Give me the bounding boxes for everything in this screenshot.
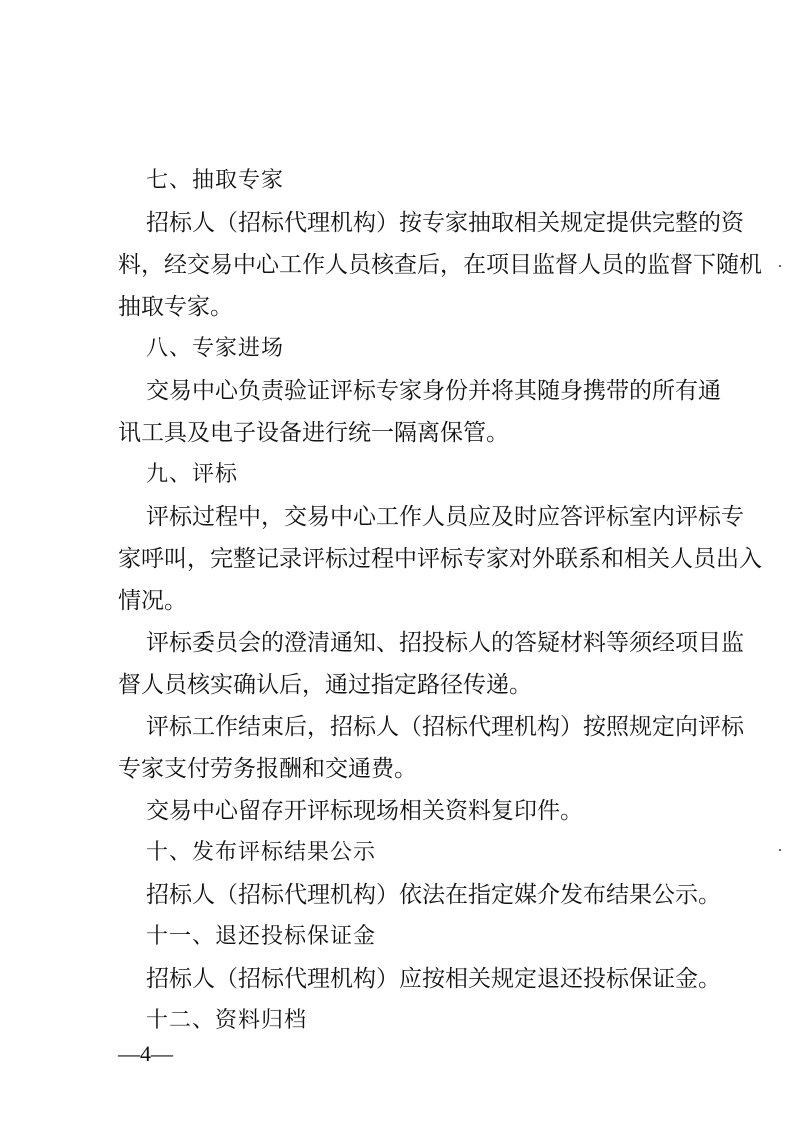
- page-number: —4—: [118, 1041, 173, 1066]
- section-heading-12: 十二、资料归档: [146, 1008, 308, 1033]
- section-heading-9: 九、评标: [146, 462, 239, 487]
- section-heading-10: 十、发布评标结果公示: [146, 840, 377, 865]
- section-heading-11: 十一、退还投标保证金: [146, 924, 377, 949]
- paragraph-line: 抽取专家。: [118, 294, 233, 320]
- scan-mark: [779, 265, 781, 267]
- paragraph-line: 料，经交易中心工作人员核查后，在项目监督人员的监督下随机: [118, 252, 762, 278]
- section-heading-8: 八、专家进场: [146, 336, 285, 361]
- paragraph-line: 情况。: [118, 588, 187, 614]
- paragraph-line: 评标过程中，交易中心工作人员应及时应答评标室内评标专: [146, 504, 744, 530]
- paragraph-line: 讯工具及电子设备进行统一隔离保管。: [118, 420, 509, 446]
- paragraph-line: 评标委员会的澄清通知、招投标人的答疑材料等须经项目监: [146, 630, 744, 656]
- paragraph-line: 专家支付劳务报酬和交通费。: [118, 756, 417, 782]
- paragraph-line: 交易中心负责验证评标专家身份并将其随身携带的所有通: [146, 378, 721, 404]
- paragraph-line: 招标人（招标代理机构）应按相关规定退还投标保证金。: [146, 966, 721, 992]
- paragraph-line: 家呼叫，完整记录评标过程中评标专家对外联系和相关人员出入: [118, 546, 762, 572]
- paragraph-line: 招标人（招标代理机构）按专家抽取相关规定提供完整的资: [146, 210, 744, 236]
- scan-mark: [779, 849, 781, 851]
- paragraph-line: 交易中心留存开评标现场相关资料复印件。: [146, 798, 583, 824]
- paragraph-line: 督人员核实确认后，通过指定路径传递。: [118, 672, 532, 698]
- paragraph-line: 评标工作结束后，招标人（招标代理机构）按照规定向评标: [146, 714, 744, 740]
- section-heading-7: 七、抽取专家: [146, 168, 285, 193]
- paragraph-line: 招标人（招标代理机构）依法在指定媒介发布结果公示。: [146, 882, 721, 908]
